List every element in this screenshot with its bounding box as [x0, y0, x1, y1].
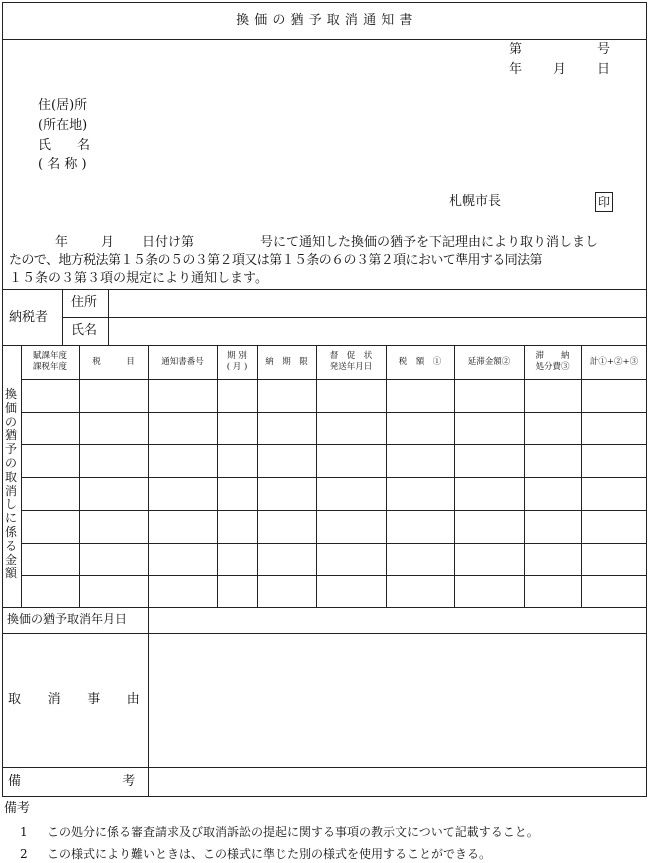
- body-line2: たので、地方税法第１５条の５の３第２項又は第１５条の６の３第２項において準用する同法第: [9, 253, 542, 268]
- table-grid-line: [257, 345, 258, 607]
- table-header-text: 計①+②+③: [589, 356, 639, 367]
- side-label-char: の: [4, 455, 17, 470]
- table-header-cell: [217, 351, 257, 373]
- note-number: 2: [20, 847, 28, 861]
- table-header-cell: [148, 357, 217, 368]
- body-line3: １５条の３第３項の規定により通知します。: [9, 271, 268, 286]
- body-year: 年: [55, 235, 69, 250]
- table-grid-line: [316, 345, 317, 607]
- table-header-cell: [524, 351, 581, 373]
- date-month: 月: [553, 62, 567, 77]
- table-header-text: 通知書番号: [161, 356, 204, 367]
- doc-number-dai: 第: [509, 42, 523, 57]
- side-label-char: の: [4, 414, 17, 429]
- table-header-text: 処分費③: [535, 362, 570, 372]
- date-day: 日: [597, 62, 611, 77]
- table-grid-line: [21, 444, 647, 445]
- table-grid-line: [21, 345, 22, 607]
- remarks-row-label: 備 考: [8, 774, 136, 789]
- table-header-text: 課税年度: [32, 362, 67, 372]
- side-label-char: 換: [4, 387, 17, 401]
- side-label-char: 予: [4, 442, 17, 457]
- table-header-cell: [79, 357, 148, 368]
- cancel-date-label: 換価の猶予取消年月日: [7, 612, 128, 626]
- table-header-cell: [257, 357, 316, 368]
- body-line1-rest: 号にて通知した換価の猶予を下記理由により取り消しまし: [260, 235, 599, 250]
- note-item: この様式により難いときは、この様式に準じた別の様式を使用することができる。: [47, 847, 492, 861]
- address-label: 住(居)所: [38, 98, 88, 113]
- form-frame: [2, 2, 647, 797]
- side-label-char: 取: [4, 469, 17, 484]
- table-grid-line: [21, 379, 647, 380]
- table-grid-line: [454, 345, 455, 607]
- notes-heading: 備考: [4, 801, 31, 816]
- taxpayer-name-label: 氏名: [71, 323, 98, 338]
- table-grid-line: [21, 477, 647, 478]
- table-grid-line: [524, 345, 525, 607]
- side-label-char: 金: [4, 552, 17, 567]
- cancel-reason-label: 取 消 事 由: [8, 692, 141, 707]
- table-grid-line: [21, 543, 647, 544]
- table-header-text: 納 期 限: [265, 356, 308, 367]
- table-header-text: 税 額 ①: [398, 356, 442, 367]
- table-header-cell: [316, 351, 386, 373]
- table-header-text: 期 別: [227, 351, 247, 361]
- title-divider: [2, 39, 647, 40]
- table-grid-line: [386, 345, 387, 607]
- amount-table-side-label: [4, 388, 18, 581]
- body-date-ref: 日付け第: [142, 235, 195, 250]
- table-header-text: 発送年月日: [329, 362, 373, 372]
- body-month: 月: [101, 235, 115, 250]
- table-grid-line: [21, 412, 647, 413]
- table-grid-line: [148, 345, 149, 607]
- doc-number-go: 号: [597, 42, 611, 57]
- table-header-text: 滞 納: [535, 351, 570, 361]
- seal-stamp: 印: [595, 192, 613, 212]
- corp-name-label: ( 名 称 ): [38, 157, 87, 172]
- side-label-char: し: [4, 497, 17, 512]
- side-label-char: 係: [4, 524, 17, 539]
- table-header-cell: [21, 351, 79, 373]
- table-grid-line: [581, 345, 582, 607]
- table-grid-line: [217, 345, 218, 607]
- form-title: 換 価 の 猶 予 取 消 通 知 書: [236, 13, 413, 28]
- location-label: (所在地): [38, 118, 88, 133]
- table-header-cell: [581, 357, 647, 368]
- side-label-char: 価: [4, 400, 17, 415]
- side-label-char: 猶: [4, 428, 17, 443]
- date-year: 年: [509, 62, 523, 77]
- table-header-cell: [454, 357, 524, 368]
- note-number: 1: [20, 825, 28, 839]
- taxpayer-label: 納税者: [9, 310, 49, 325]
- table-grid-line: [21, 575, 647, 576]
- table-header-text: 賦課年度: [32, 351, 67, 361]
- side-label-char: る: [4, 538, 17, 553]
- table-grid-line: [79, 345, 80, 607]
- issuer-name: 札幌市長: [449, 194, 502, 209]
- table-grid-line: [21, 510, 647, 511]
- table-header-text: 税 目: [92, 356, 135, 367]
- table-header-cell: [386, 357, 454, 368]
- side-label-char: 額: [4, 566, 17, 581]
- taxpayer-address-label: 住所: [71, 295, 98, 310]
- side-label-char: 消: [4, 483, 17, 498]
- table-header-text: 督 促 状: [329, 351, 373, 361]
- name-label: 氏 名: [38, 138, 91, 153]
- note-item: この処分に係る審査請求及び取消訴訟の提起に関する事項の教示文について記載すること。: [47, 825, 539, 839]
- table-header-text: 延滞金額②: [467, 356, 511, 367]
- side-label-char: に: [4, 511, 17, 526]
- table-header-text: ( 月 ): [226, 362, 248, 372]
